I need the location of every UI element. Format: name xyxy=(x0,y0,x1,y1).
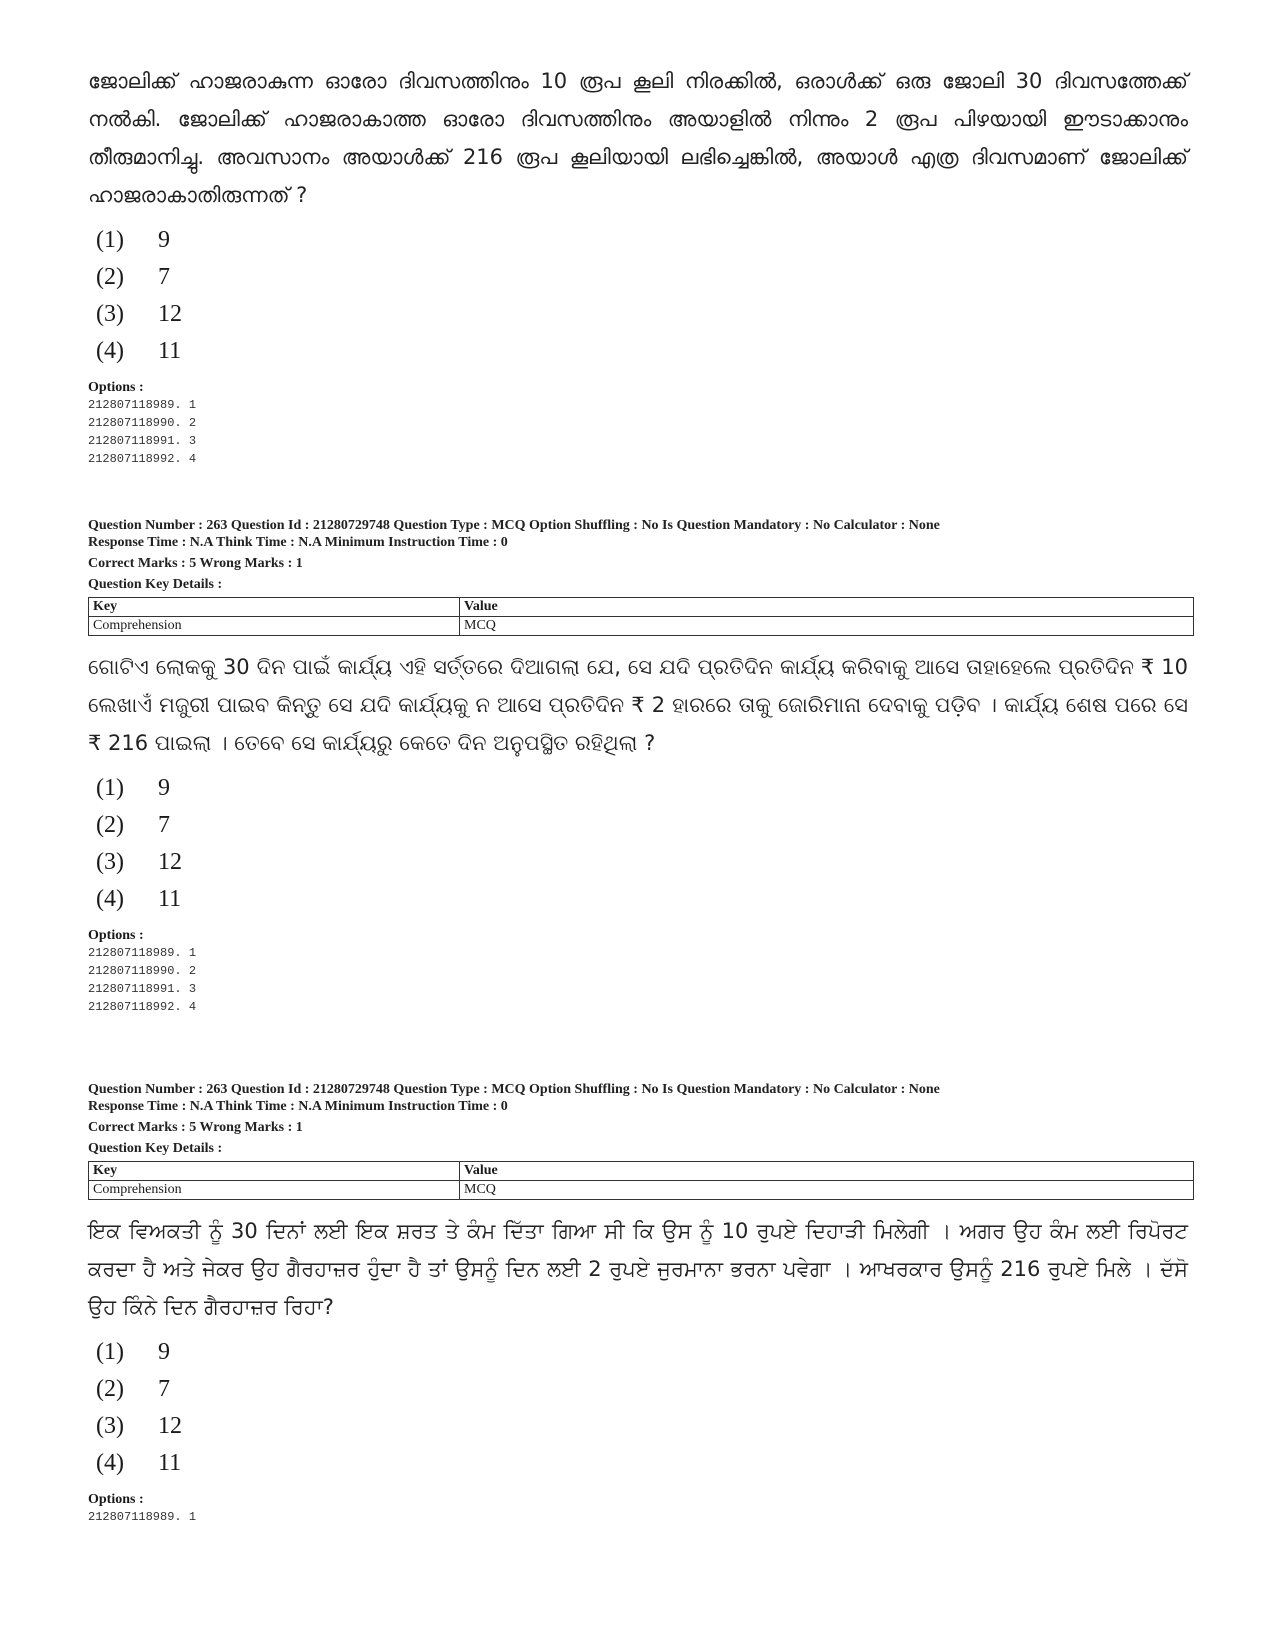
option-number: (4) xyxy=(96,1450,124,1476)
key-details-label: Question Key Details : xyxy=(88,577,223,592)
option-number: (1) xyxy=(96,1339,124,1365)
option-3 xyxy=(96,296,1188,333)
option-value: 7 xyxy=(158,264,170,290)
option-id: 212807118992. 4 xyxy=(88,1000,197,1014)
table-row xyxy=(89,617,1194,636)
option-2 xyxy=(96,259,1188,296)
question-block-punjabi xyxy=(88,1081,1188,1526)
key-details-label: Question Key Details : xyxy=(88,1141,223,1156)
option-1 xyxy=(96,1334,1188,1371)
table-header-row xyxy=(89,598,1194,617)
option-value: 9 xyxy=(158,1339,170,1365)
options-list xyxy=(96,770,1188,918)
option-number: (1) xyxy=(96,775,124,801)
option-value: 11 xyxy=(158,886,182,912)
key-cell: Comprehension xyxy=(89,1181,460,1200)
key-header: Key xyxy=(89,598,460,617)
question-block-malayalam xyxy=(88,62,1188,468)
option-value: 11 xyxy=(158,338,182,364)
option-value: 12 xyxy=(158,1413,182,1439)
table-header-row xyxy=(89,1162,1194,1181)
option-4 xyxy=(96,1445,1188,1482)
option-value: 7 xyxy=(158,812,170,838)
option-value: 9 xyxy=(158,775,170,801)
option-value: 12 xyxy=(158,849,182,875)
option-2 xyxy=(96,807,1188,844)
option-id: 212807118989. 1 xyxy=(88,398,197,412)
option-value: 12 xyxy=(158,301,182,327)
question-marks: Correct Marks : 5 Wrong Marks : 1 xyxy=(88,556,303,571)
option-id: 212807118990. 2 xyxy=(88,416,197,430)
option-id: 212807118991. 3 xyxy=(88,982,197,996)
option-id: 212807118989. 1 xyxy=(88,946,197,960)
option-1 xyxy=(96,770,1188,807)
option-4 xyxy=(96,333,1188,370)
option-4 xyxy=(96,881,1188,918)
option-number: (1) xyxy=(96,227,124,253)
options-label: Options : xyxy=(88,1492,144,1507)
option-2 xyxy=(96,1371,1188,1408)
options-list xyxy=(96,222,1188,370)
key-header: Key xyxy=(89,1162,460,1181)
question-block-odia xyxy=(88,517,1188,1016)
option-id: 212807118990. 2 xyxy=(88,964,197,978)
question-meta: Question Number : 263 Question Id : 21280729748 Question Type : MCQ Option Shuffling : No Is Question Mandatory : No Calculator : None xyxy=(88,1082,940,1097)
question-text: ਇਕ ਵਿਅਕਤੀ ਨੂੰ 30 ਦਿਨਾਂ ਲਈ ਇਕ ਸ਼ਰਤ ਤੇ ਕੰਮ ਦਿੱਤਾ ਗਿਆ ਸੀ ਕਿ ਉਸ ਨੂੰ 10 ਰੁਪਏ ਦਿਹਾੜੀ ਮਿਲੇਗੀ । ਅਗਰ ਉਹ ਕੰਮ ਲਈ ਰਿਪੋਰਟ ਕਰਦਾ ਹੈ ਅਤੇ ਜੇਕਰ ਉਹ ਗੈਰਹਾਜ਼ਰ ਹੁੰਦਾ ਹੈ ਤਾਂ ਉਸਨੂੰ ਦਿਨ ਲਈ 2 ਰੁਪਏ ਜੁਰਮਾਨਾ ਭਰਨਾ ਪਵੇਗਾ । ਆਖਰਕਾਰ ਉਸਨੂੰ 216 ਰੁਪਏ ਮਿਲੇ । ਦੱਸੋ ਉਹ ਕਿੰਨੇ ਦਿਨ ਗੈਰਹਾਜ਼ਰ ਰਿਹਾ? xyxy=(88,1219,1188,1319)
key-details-table xyxy=(88,597,1194,636)
option-number: (2) xyxy=(96,264,124,290)
question-text: ജോലിക്ക് ഹാജരാകുന്ന ഓരോ ദിവസത്തിനും 10 രൂപ കൂലി നിരക്കിൽ, ഒരാൾക്ക് ഒരു ജോലി 30 ദിവസത്തേക്ക് നൽകി. ജോലിക്ക് ഹാജരാകാത്ത ഓരോ ദിവസത്തിനും അയാളിൽ നിന്നും 2 രൂപ പിഴയായി ഈടാക്കാനും തീരുമാനിച്ചു. അവസാനം അയാൾക്ക് 216 രൂപ കൂലിയായി ലഭിച്ചെങ്കിൽ, അയാൾ എത്ര ദിവസമാണ് ജോലിക്ക് ഹാജരാകാതിരുന്നത് ? xyxy=(88,69,1188,207)
option-number: (3) xyxy=(96,1413,124,1439)
question-marks: Correct Marks : 5 Wrong Marks : 1 xyxy=(88,1120,303,1135)
value-cell: MCQ xyxy=(460,1181,1194,1200)
value-header: Value xyxy=(460,598,1194,617)
option-value: 7 xyxy=(158,1376,170,1402)
value-cell: MCQ xyxy=(460,617,1194,636)
option-number: (3) xyxy=(96,849,124,875)
option-value: 9 xyxy=(158,227,170,253)
option-id: 212807118991. 3 xyxy=(88,434,197,448)
option-number: (4) xyxy=(96,886,124,912)
option-1 xyxy=(96,222,1188,259)
option-value: 11 xyxy=(158,1450,182,1476)
options-list xyxy=(96,1334,1188,1482)
option-number: (2) xyxy=(96,1376,124,1402)
question-meta: Response Time : N.A Think Time : N.A Minimum Instruction Time : 0 xyxy=(88,535,508,550)
value-header: Value xyxy=(460,1162,1194,1181)
key-cell: Comprehension xyxy=(89,617,460,636)
option-number: (3) xyxy=(96,301,124,327)
question-meta: Response Time : N.A Think Time : N.A Minimum Instruction Time : 0 xyxy=(88,1099,508,1114)
key-details-table xyxy=(88,1161,1194,1200)
option-id: 212807118989. 1 xyxy=(88,1510,197,1524)
option-3 xyxy=(96,1408,1188,1445)
table-row xyxy=(89,1181,1194,1200)
option-number: (4) xyxy=(96,338,124,364)
options-label: Options : xyxy=(88,380,144,395)
option-number: (2) xyxy=(96,812,124,838)
option-3 xyxy=(96,844,1188,881)
question-meta: Question Number : 263 Question Id : 21280729748 Question Type : MCQ Option Shuffling : No Is Question Mandatory : No Calculator : None xyxy=(88,518,940,533)
question-text: ଗୋଟିଏ ଲୋକକୁ 30 ଦିନ ପାଇଁ କାର୍ଯ୍ୟ ଏହି ସର୍ତ୍ତରେ ଦିଆଗଲା ଯେ, ସେ ଯଦି ପ୍ରତିଦିନ କାର୍ଯ୍ୟ କରିବାକୁ ଆସେ ତାହାହେଲେ ପ୍ରତିଦିନ ₹ 10 ଲେଖାଏଁ ମଜୁରୀ ପାଇବ କିନ୍ତୁ ସେ ଯଦି କାର୍ଯ୍ୟକୁ ନ ଆସେ ପ୍ରତିଦିନ ₹ 2 ହାରରେ ତାକୁ ଜୋରିମାନା ଦେବାକୁ ପଡ଼ିବ । କାର୍ଯ୍ୟ ଶେଷ ପରେ ସେ ₹ 216 ପାଇଲା । ତେବେ ସେ କାର୍ଯ୍ୟରୁ କେତେ ଦିନ ଅନୁପସ୍ଥିତ ରହିଥିଲା ? xyxy=(88,655,1188,755)
option-id: 212807118992. 4 xyxy=(88,452,197,466)
options-label: Options : xyxy=(88,928,144,943)
